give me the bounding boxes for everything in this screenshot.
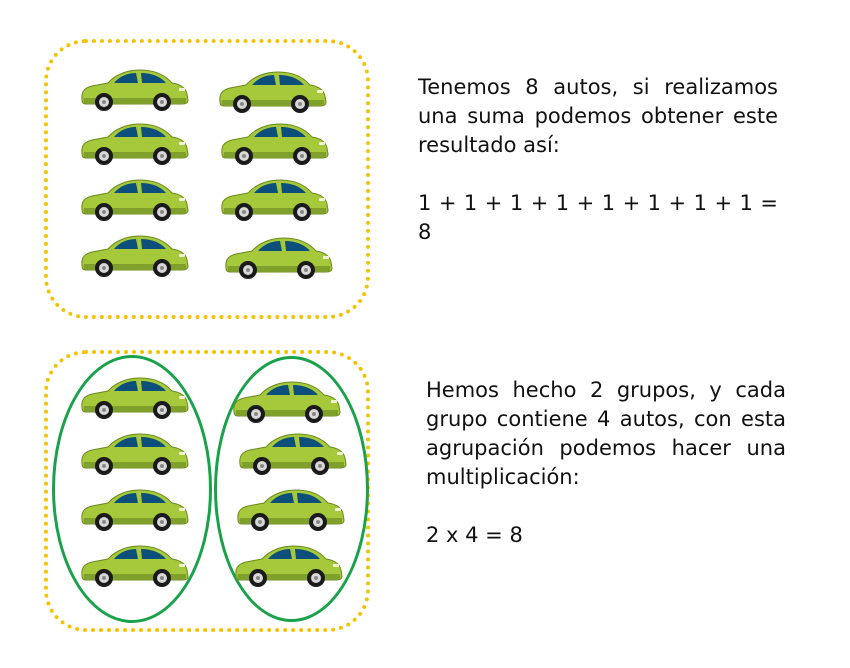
car-icon [78, 538, 190, 590]
addition-equation: 1 + 1 + 1 + 1 + 1 + 1 + 1 + 1 = 8 [418, 191, 778, 244]
car-icon [230, 374, 342, 426]
car-icon [222, 230, 334, 282]
car-icon [218, 172, 330, 224]
addition-explanation [418, 73, 778, 247]
car-icon [78, 482, 190, 534]
addition-description: Tenemos 8 autos, si realizamos una suma podemos obtener este resultado así: [418, 75, 778, 157]
multiplication-equation: 2 x 4 = 8 [426, 523, 523, 547]
car-icon [78, 116, 190, 168]
car-icon [78, 62, 190, 114]
car-icon [78, 228, 190, 280]
car-icon [78, 370, 190, 422]
car-icon [236, 426, 348, 478]
car-icon [78, 172, 190, 224]
car-icon [232, 538, 344, 590]
multiplication-explanation [426, 376, 786, 550]
multiplication-description: Hemos hecho 2 grupos, y cada grupo contiene 4 autos, con esta agrupación podemos hacer una multiplicación: [426, 378, 786, 489]
car-icon [216, 64, 328, 116]
car-icon [78, 426, 190, 478]
car-icon [234, 482, 346, 534]
car-icon [218, 116, 330, 168]
